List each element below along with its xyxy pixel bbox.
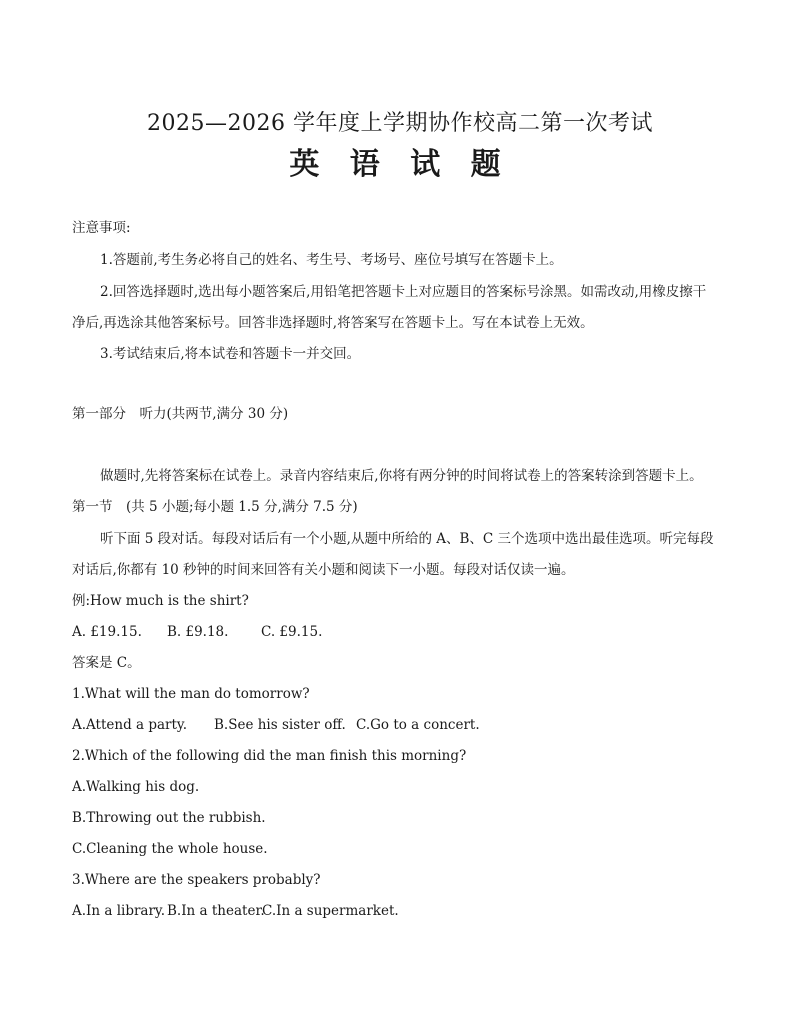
question-3-options	[72, 901, 399, 921]
question-1: 1.What will the man do tomorrow?	[72, 686, 310, 702]
question-1-options	[72, 715, 480, 735]
notice-heading: 注意事项:	[72, 220, 131, 236]
q3-option-b: B.In a theater.	[167, 903, 265, 919]
example-option-a: A. £19.15.	[72, 624, 142, 640]
q2-option-a: A.Walking his dog.	[72, 779, 200, 795]
section1-heading: 第一节 (共 5 小题;每小题 1.5 分,满分 7.5 分)	[72, 499, 358, 515]
question-3: 3.Where are the speakers probably?	[72, 872, 321, 888]
subject-title: 英 语 试 题	[289, 147, 511, 182]
notice-item-1: 1.答题前,考生务必将自己的姓名、考生号、考场号、座位号填写在答题卡上。	[100, 252, 563, 268]
example-option-b: B. £9.18.	[167, 624, 229, 640]
q3-option-c: C.In a supermarket.	[262, 903, 399, 919]
example-answer: 答案是 C。	[72, 655, 141, 671]
notice-item-2: 2.回答选择题时,选出每小题答案后,用铅笔把答题卡上对应题目的答案标号涂黑。如需改动,用橡皮擦干	[100, 284, 707, 300]
notice-item-2-cont: 净后,再选涂其他答案标号。回答非选择题时,将答案写在答题卡上。写在本试卷上无效。	[72, 315, 594, 331]
part1-heading: 第一部分 听力(共两节,满分 30 分)	[72, 406, 289, 422]
q1-option-a: A.Attend a party.	[72, 717, 188, 733]
section1-instruction-2: 对话后,你都有 10 秒钟的时间来回答有关小题和阅读下一小题。每段对话仅读一遍。	[72, 562, 575, 578]
q1-option-c: C.Go to a concert.	[356, 717, 480, 733]
section1-instruction-1: 听下面 5 段对话。每段对话后有一个小题,从题中所给的 A、B、C 三个选项中选出最佳选项。听完每段	[100, 531, 714, 547]
q1-option-b: B.See his sister off.	[214, 717, 346, 733]
example-options	[72, 622, 322, 642]
example-option-c: C. £9.15.	[261, 624, 323, 640]
question-2: 2.Which of the following did the man finish this morning?	[72, 748, 467, 764]
part1-intro: 做题时,先将答案标在试卷上。录音内容结束后,你将有两分钟的时间将试卷上的答案转涂到答题卡上。	[100, 468, 703, 484]
q3-option-a: A.In a library.	[72, 903, 166, 919]
example-question: 例:How much is the shirt?	[72, 593, 249, 609]
notice-item-3: 3.考试结束后,将本试卷和答题卡一并交回。	[100, 346, 361, 362]
q2-option-b: B.Throwing out the rubbish.	[72, 810, 266, 826]
q2-option-c: C.Cleaning the whole house.	[72, 841, 268, 857]
exam-title: 2025—2026 学年度上学期协作校高二第一次考试	[147, 111, 653, 136]
